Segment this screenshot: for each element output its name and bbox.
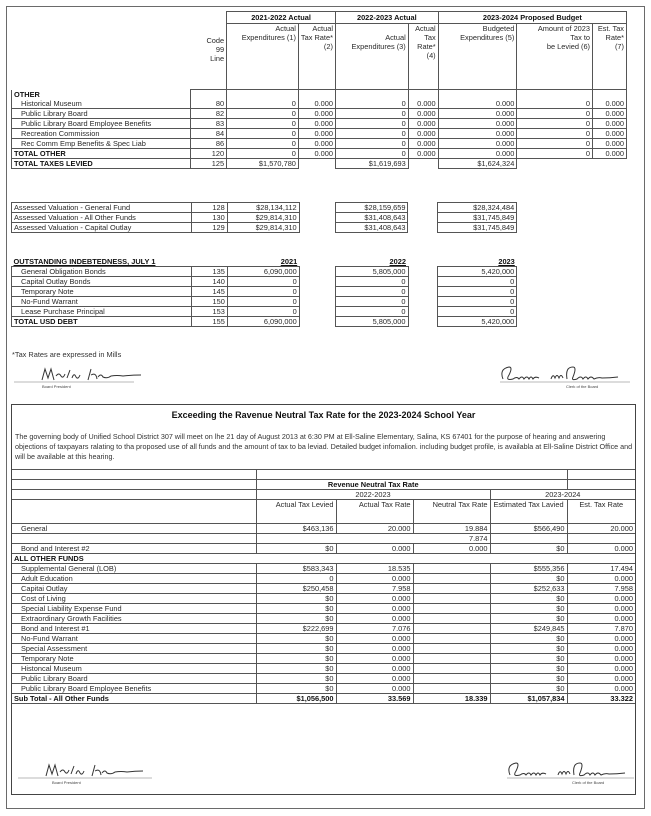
revenue-neutral-group-header: Revenue Neutral Tax Rate [327, 480, 419, 489]
fund-row: Histoncal Museum $0 0.000 $0 0.000 [12, 664, 635, 674]
year-2023: 2023 [498, 257, 515, 266]
fund-row: Public Library Board $0 0.000 $0 0.000 [12, 674, 635, 684]
col-est-tax-rate: Est. Tax Rate [579, 500, 624, 509]
total-debt-row: TOTAL USD DEBT 155 6,090,000 5,805,000 5,420,000 [12, 317, 627, 327]
general-extra-row: 7.874 [12, 534, 635, 544]
debt-row: Temporary Note 145 0 0 0 [12, 287, 627, 297]
group-header-2023: 2023-2024 Proposed Budget [438, 12, 626, 24]
valuation-row: Assessed Valuation - General Fund 128 $28,134,112 $28,159,659 $28,324,484 [12, 203, 627, 213]
col-header-7: Est. Tax Rate* (7) [593, 24, 627, 90]
clerk-caption: Clerk of the Board [566, 384, 599, 389]
general-row: General $463,136 20.000 19.884 $566,490 20.000 [12, 524, 635, 534]
clerk-caption-bottom: Clerk of the Board [572, 780, 605, 785]
col-header-6: Amount of 2023 Tax to be Levied (6) [517, 24, 593, 90]
revenue-neutral-table [12, 469, 635, 704]
col-estimated-tax-levied: Estimated Tax Lavied [490, 500, 567, 524]
year-2022: 2022 [389, 257, 406, 266]
col-header-4: Actual Tax Rate* (4) [408, 24, 438, 90]
col-actual-tax-rate: Actual Tax Rate [336, 500, 413, 524]
col-neutral-tax-rate: Neutral Tax Rate [413, 500, 490, 524]
table-row: Public Library Board Employee Benefits 83 0 0.000 0 0.000 0.000 0 0.000 [12, 118, 627, 128]
fund-row: Supplemental General (LOB) $583,343 18.535 $555,356 17.494 [12, 564, 635, 574]
valuation-row: Assessed Valuation - All Other Funds 130 $29,814,310 $31,408,643 $31,745,849 [12, 213, 627, 223]
total-other-row: TOTAL OTHER 120 0 0.000 0 0.000 0.000 0 0.000 [12, 148, 627, 158]
hearing-notice-paragraph: The governing body of Unified School District 307 will meet on lhe 21 day of August 2013 at 6:30 PM at Ell-Saline Elementary, Salina, KS 67401 for the purpose of hearing and answering objections of taxpayars ralating to tha proposed use of all funds and the amount of tax to ba leviad. Detailed budget infomalion. including budget profile, is availabla at Ell-Saline District Office and will be available at this hearing. [15, 432, 633, 461]
assessed-valuation-table [11, 202, 627, 233]
president-signature-bottom [14, 762, 154, 780]
table-row: Historical Museum 80 0 0.000 0 0.000 0.000 0 0.000 [12, 99, 627, 109]
year-2022-2023: 2022-2023 [256, 490, 490, 500]
col-header-3: Actual Expenditures (3) [335, 24, 408, 90]
table-row: Rec Comm Emp Benefits & Spec Liab 86 0 0.000 0 0.000 0.000 0 0.000 [12, 138, 627, 148]
debt-row: No-Fund Warrant 150 0 0 0 [12, 297, 627, 307]
bond-interest-2-row: Bond and Interest #2 $0 0.000 0.000 $0 0.000 [12, 544, 635, 554]
section-other-label: OTHER [12, 90, 191, 99]
table-row: Recreation Commission 84 0 0.000 0 0.000 0.000 0 0.000 [12, 128, 627, 138]
fund-row: Cost of Living $0 0.000 $0 0.000 [12, 594, 635, 604]
president-caption: Board President [42, 384, 71, 389]
clerk-signature-bottom [502, 761, 637, 781]
fund-row: Public Library Board Employee Benefits $0 0.000 $0 0.000 [12, 684, 635, 694]
tax-rate-footnote: *Tax Rates are expressed in Mills [12, 350, 122, 359]
total-taxes-levied-row: TOTAL TAXES LEVIED 125 $1,570,780 $1,619,693 $1,624,324 [12, 158, 627, 168]
indebtedness-title: OUTSTANDING INDEBTEDNESS, JULY 1 [13, 257, 156, 266]
fund-row: Special Assessment $0 0.000 $0 0.000 [12, 644, 635, 654]
debt-row: Lease Purchase Principal 153 0 0 0 [12, 307, 627, 317]
year-2021: 2021 [280, 257, 298, 266]
group-header-2022: 2022-2023 Actual [335, 12, 438, 24]
revenue-neutral-title: Exceeding the Ravenue Neutral Tax Rate for the 2023-2024 School Year [171, 410, 476, 420]
subtotal-row: Sub Total - All Other Funds $1,056,500 33.569 18.339 $1,057,834 33.322 [14, 694, 633, 703]
fund-row: Bond and Interest #1 $222,699 7.076 $249,845 7.870 [12, 624, 635, 634]
fund-row: Temporary Note $0 0.000 $0 0.000 [12, 654, 635, 664]
fund-row: Extraordinary Growth Facilities $0 0.000 $0 0.000 [12, 614, 635, 624]
clerk-signature [495, 365, 635, 385]
group-header-2021: 2021-2022 Actual [227, 12, 336, 24]
fund-row: Adult Education 0 0.000 $0 0.000 [12, 574, 635, 584]
col-header-2: Actual Tax Rate* (2) [298, 24, 335, 90]
table-row: Public Library Board 82 0 0.000 0 0.000 0.000 0 0.000 [12, 108, 627, 118]
president-caption-bottom: Board President [52, 780, 81, 785]
budget-table [11, 11, 627, 169]
fund-row: No-Fund Warrant $0 0.000 $0 0.000 [12, 634, 635, 644]
col-header-5: Budgeted Expenditures (5) [438, 24, 517, 90]
all-other-funds-header: ALL OTHER FUNDS [12, 554, 635, 564]
fund-row: Special Liability Expense Fund $0 0.000 $0 0.000 [12, 604, 635, 614]
fund-row: Capitai Outlay $250,458 7.958 $252,633 7.958 [12, 584, 635, 594]
valuation-row: Assessed Valuation - Capital Outlay 129 $29,814,310 $31,408,643 $31,745,849 [12, 223, 627, 233]
code-column-header: Code 99 Line [191, 24, 227, 90]
col-header-1: Actual Expenditures (1) [227, 24, 299, 90]
debt-row: General Obligation Bonds 135 6,090,000 5,805,000 5,420,000 [12, 267, 627, 277]
president-signature [14, 366, 154, 384]
year-2023-2024: 2023-2024 [545, 490, 581, 499]
indebtedness-table [11, 257, 627, 327]
debt-row: Capital Outlay Bonds 140 0 0 0 [12, 277, 627, 287]
col-actual-tax-levied: Actual Tax Levied [256, 500, 336, 524]
revenue-neutral-section [11, 404, 636, 795]
